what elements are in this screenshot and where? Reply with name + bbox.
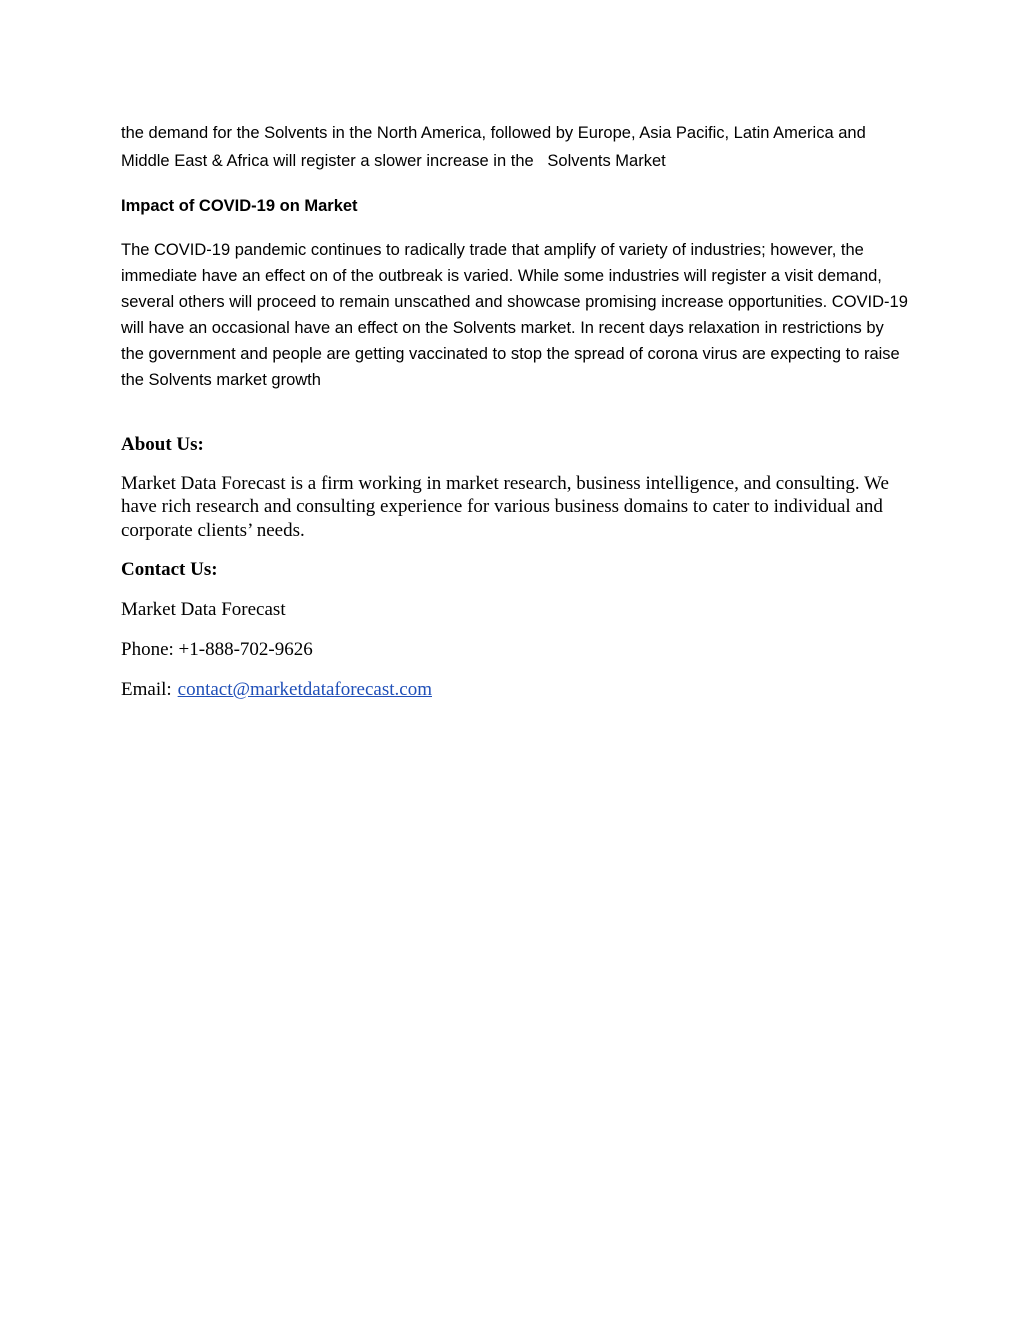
email-label: Email: [121,679,172,700]
email-link[interactable]: contact@marketdataforecast.com [177,679,432,700]
about-us-paragraph: Market Data Forecast is a firm working in market research, business intelligence, and consulting. We have rich research and consulting experience for various business domains to cater to individual and corporate clients’ needs. [121,473,889,541]
covid-impact-heading: Impact of COVID-19 on Market [121,197,358,215]
covid-impact-paragraph: The COVID-19 pandemic continues to radically trade that amplify of variety of industries; however, the immediate have an effect on of the outbreak is varied. While some industries will register a visit demand, several others will proceed to remain unscathed and showcase promising increase opportunities. COVID-19 will have an occasional have an effect on the Solvents market. In recent days relaxation in restrictions by the government and people are getting vaccinated to stop the spread of corona virus are expecting to raise the Solvents market growth [121,241,908,389]
contact-us-heading: Contact Us: [121,559,218,580]
about-us-heading: About Us: [121,434,204,455]
contact-company-name: Market Data Forecast [121,599,286,620]
contact-email-line [121,677,432,703]
contact-phone: Phone: +1-888-702-9626 [121,639,313,660]
intro-paragraph: the demand for the Solvents in the North America, followed by Europe, Asia Pacific, Latin America and Middle East & Africa will register a slower increase in the Solvents Market [121,124,871,170]
